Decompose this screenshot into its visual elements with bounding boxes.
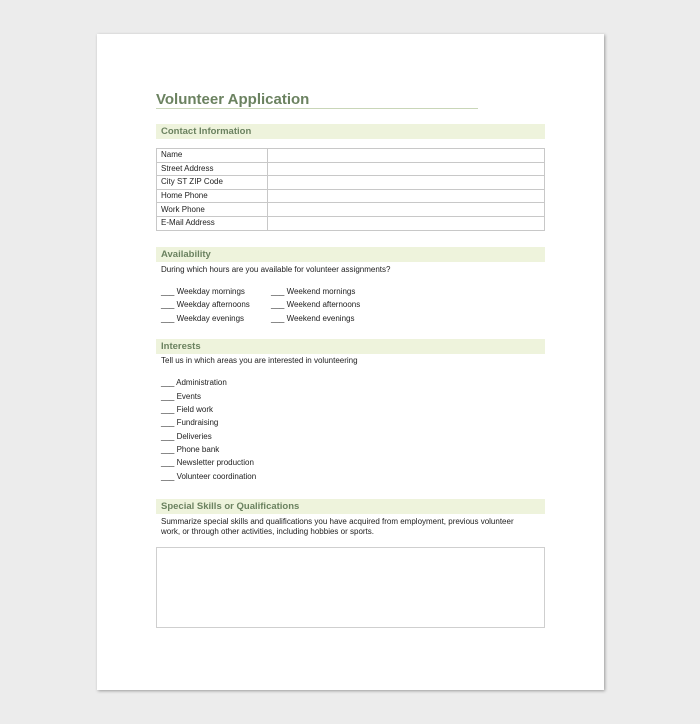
field-label-home-phone: Home Phone	[157, 189, 268, 203]
table-row	[157, 149, 545, 163]
email-field[interactable]	[268, 216, 545, 230]
field-label-street: Street Address	[157, 162, 268, 176]
option-volunteer-coordination[interactable]: ___ Volunteer coordination	[161, 472, 257, 481]
table-row	[157, 203, 545, 217]
option-weekday-afternoons[interactable]: ___ Weekday afternoons	[161, 300, 250, 309]
table-row	[157, 162, 545, 176]
field-label-city: City ST ZIP Code	[157, 176, 268, 190]
option-administration[interactable]: ___ Administration	[161, 378, 227, 387]
document-page	[97, 34, 604, 690]
skills-heading: Special Skills or Qualifications	[156, 499, 545, 514]
availability-heading: Availability	[156, 247, 545, 262]
contact-heading: Contact Information	[156, 124, 545, 139]
table-row	[157, 216, 545, 230]
field-label-name: Name	[157, 149, 268, 163]
availability-prompt: During which hours are you available for volunteer assignments?	[161, 265, 391, 274]
option-phone-bank[interactable]: ___ Phone bank	[161, 445, 220, 454]
home-phone-field[interactable]	[268, 189, 545, 203]
field-label-work-phone: Work Phone	[157, 203, 268, 217]
field-label-email: E-Mail Address	[157, 216, 268, 230]
option-deliveries[interactable]: ___ Deliveries	[161, 432, 212, 441]
title-underline	[156, 108, 478, 109]
name-field[interactable]	[268, 149, 545, 163]
skills-textarea[interactable]	[156, 547, 545, 628]
option-fundraising[interactable]: ___ Fundraising	[161, 418, 219, 427]
interests-heading: Interests	[156, 339, 545, 354]
table-row	[157, 176, 545, 190]
table-row	[157, 189, 545, 203]
street-address-field[interactable]	[268, 162, 545, 176]
option-weekend-evenings[interactable]: ___ Weekend evenings	[271, 314, 355, 323]
option-weekday-evenings[interactable]: ___ Weekday evenings	[161, 314, 245, 323]
work-phone-field[interactable]	[268, 203, 545, 217]
option-weekday-mornings[interactable]: ___ Weekday mornings	[161, 287, 245, 296]
skills-prompt-line-2: work, or through other activities, including hobbies or sports.	[161, 527, 374, 536]
option-weekend-afternoons[interactable]: ___ Weekend afternoons	[271, 300, 361, 309]
option-newsletter-production[interactable]: ___ Newsletter production	[161, 458, 254, 467]
city-zip-field[interactable]	[268, 176, 545, 190]
interests-prompt: Tell us in which areas you are interested in volunteering	[161, 356, 358, 365]
option-weekend-mornings[interactable]: ___ Weekend mornings	[271, 287, 356, 296]
option-events[interactable]: ___ Events	[161, 392, 202, 401]
option-field-work[interactable]: ___ Field work	[161, 405, 214, 414]
skills-prompt-line-1: Summarize special skills and qualifications you have acquired from employment, previous volunteer	[161, 517, 514, 526]
contact-table	[156, 148, 545, 231]
page-title: Volunteer Application	[156, 91, 310, 108]
